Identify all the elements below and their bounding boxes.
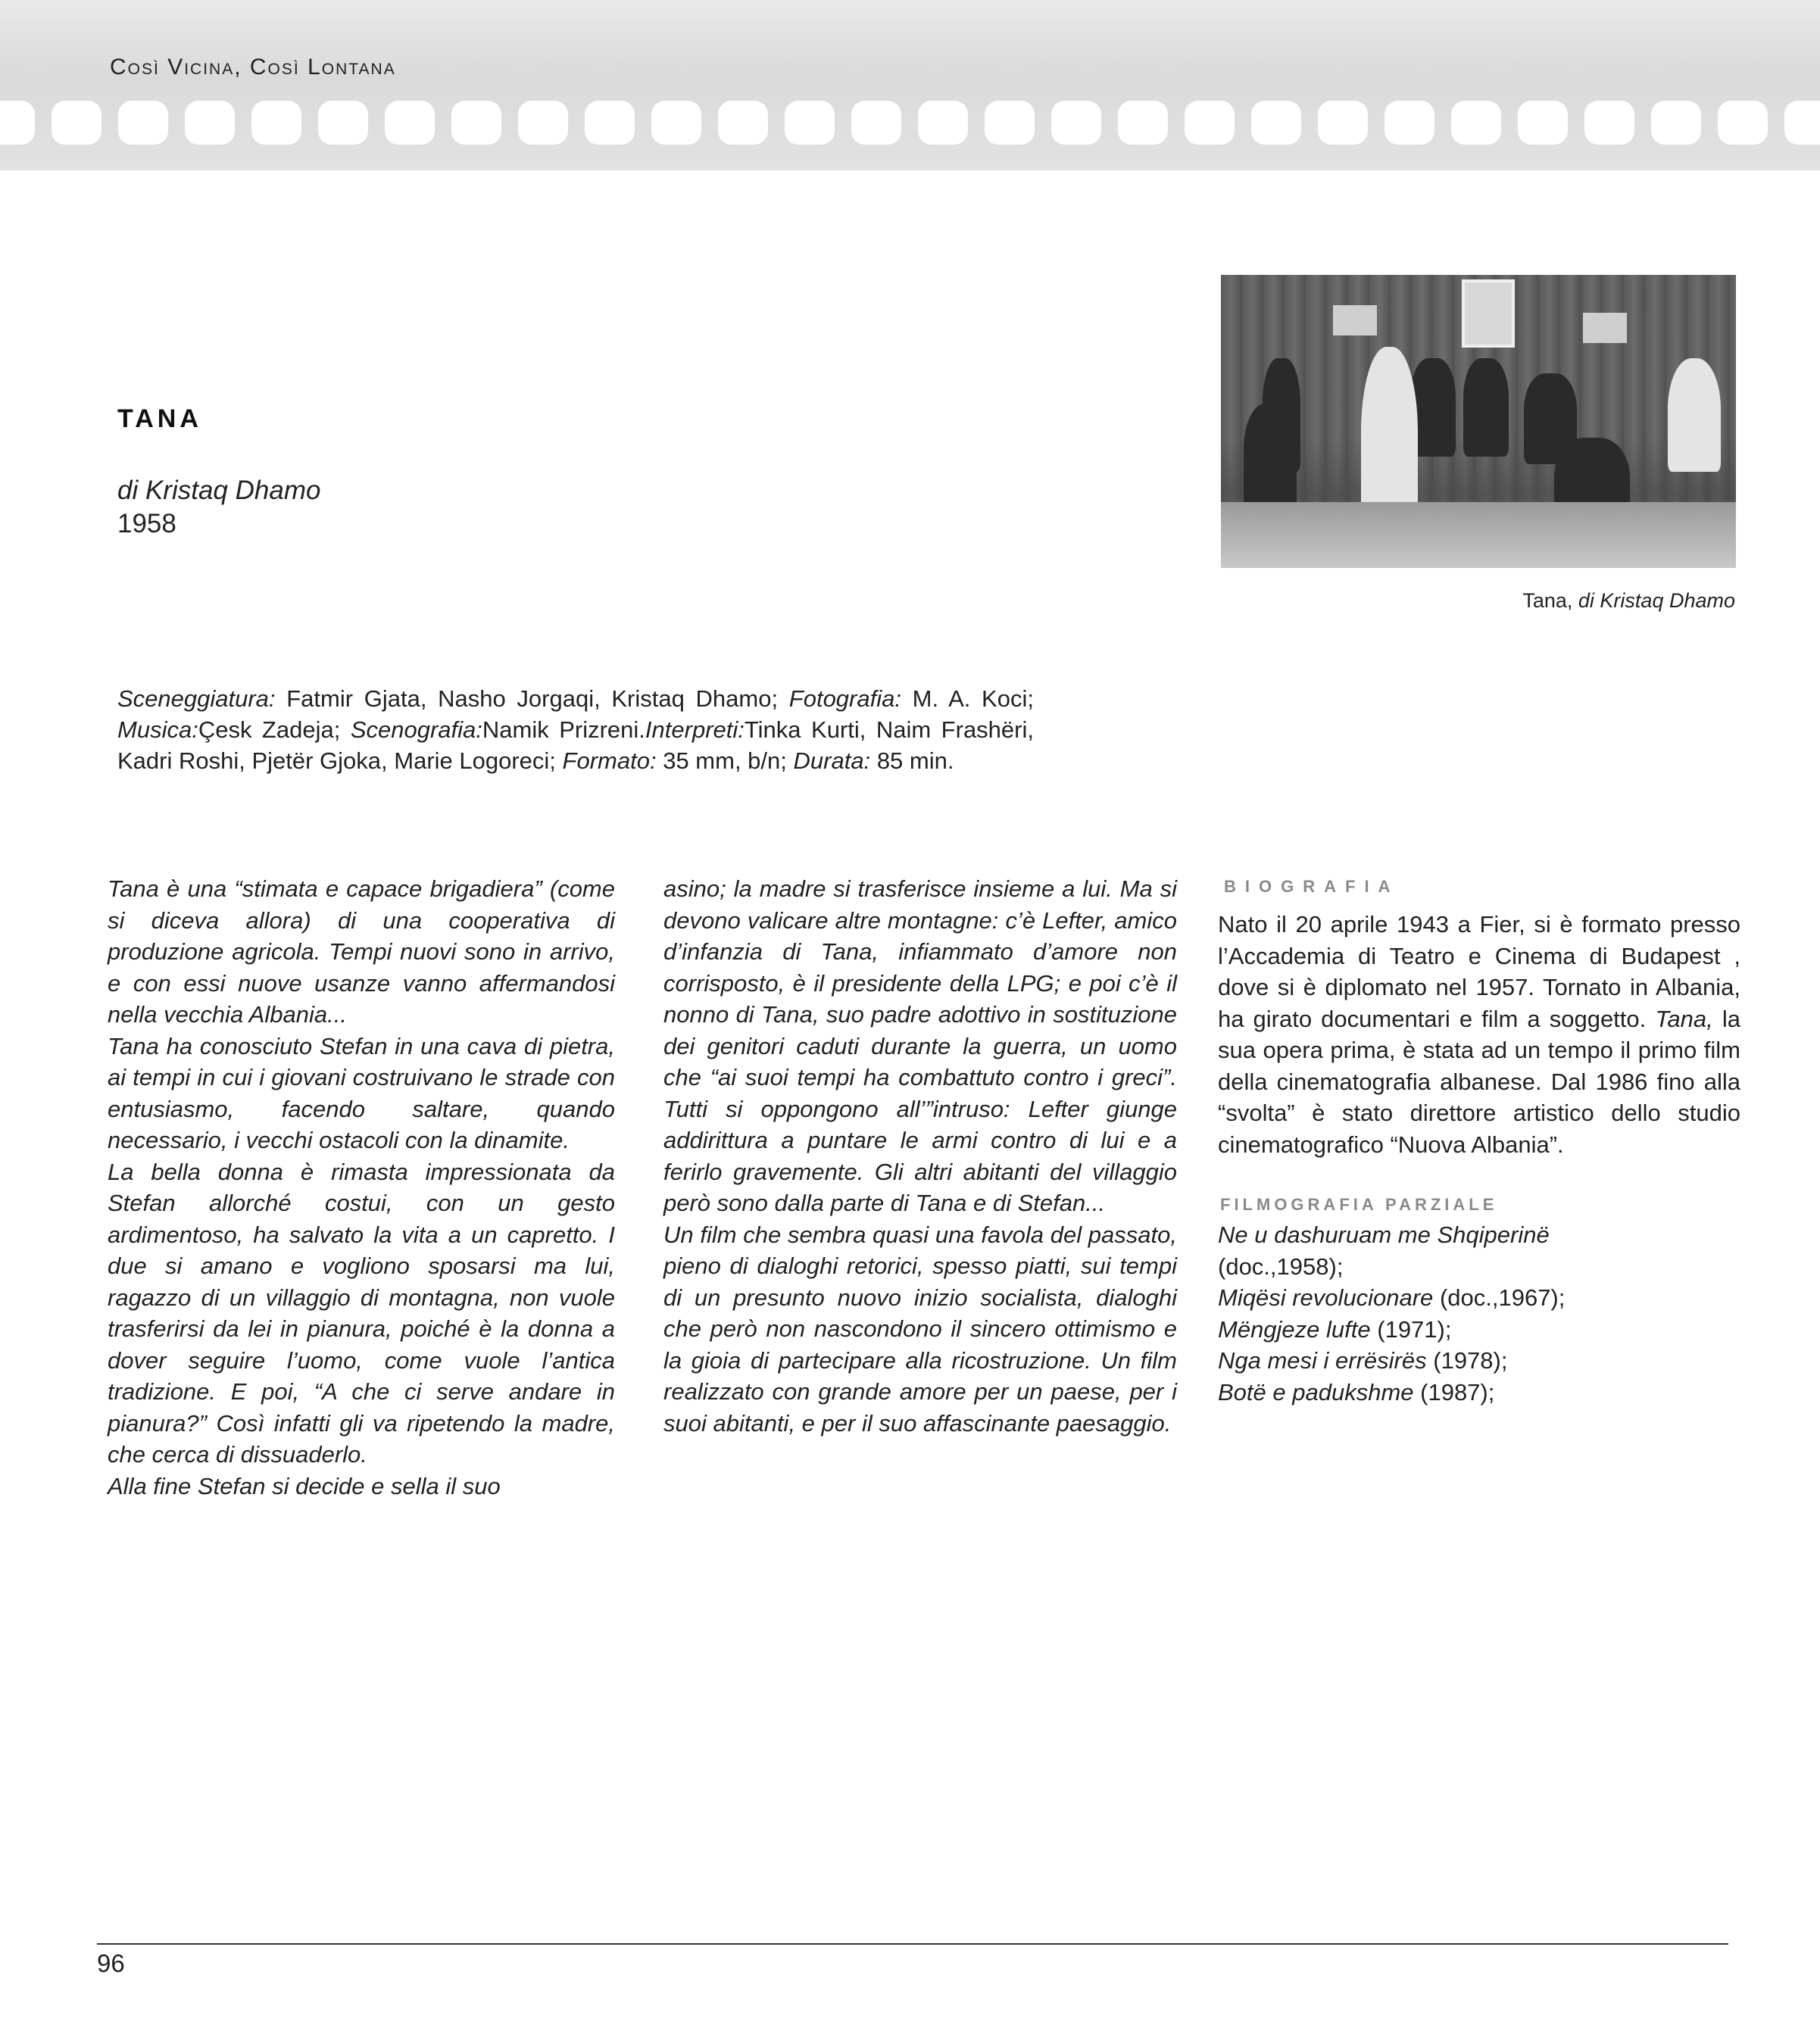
filmografia-note: (1987); (1420, 1378, 1495, 1406)
footer-rule (97, 1943, 1728, 1945)
biografia-text-part: la sua opera prima, è stata ad un tempo il primo film della cinematografia albanese. Dal 1986 fino alla “svolta” è stato direttore artistico dello studio cinematografico “Nuova Albania”. (1218, 1005, 1740, 1158)
film-year: 1958 (117, 509, 176, 538)
photo-wall-portrait (1462, 279, 1515, 348)
synopsis-paragraph-start: Alla fine Stefan si decide e sella il suo (108, 1472, 501, 1499)
credit-value: Namik Prizreni. (482, 716, 645, 743)
credit-value: Fatmir Gjata, Nasho Jorgaqi, Kristaq Dhamo; (286, 685, 779, 712)
photo-wall-sign (1583, 313, 1627, 343)
credit-label: Interpreti: (645, 716, 745, 743)
film-title: TANA (117, 404, 202, 433)
credit-value: Tinka Kurti, Naim Frashëri, Kadri Roshi, Pjetër Gjoka, Marie Logoreci; (117, 716, 1034, 774)
film-strip-header (0, 0, 1820, 170)
running-title (110, 55, 396, 80)
filmografia-title: Mëngjeze lufte (1218, 1315, 1371, 1343)
credit-label: Musica: (117, 716, 198, 743)
filmografia-heading: FILMOGRAFIA PARZIALE (1220, 1195, 1498, 1214)
film-director: di Kristaq Dhamo (117, 476, 321, 505)
credit-label: Durata: (793, 747, 871, 774)
credit-label: Sceneggiatura: (117, 685, 276, 712)
running-title-word: Così (249, 55, 300, 80)
photo-figure-light (1668, 358, 1721, 472)
synopsis-paragraph: Un film che sembra quasi una favola del passato, pieno di dialoghi retorici, spesso piatti, sui tempi di un presunto nuovo inizio socialista, dialoghi che però non nascondono il sincero ottimismo e la gioia di partecipare alla ricostruzione. Un film realizzato con grande amore per un paese, per i suoi abitanti, e per il suo affascinante paesaggio. (663, 1221, 1177, 1437)
sidebar-column (1218, 877, 1740, 1408)
photo-stage (1221, 502, 1736, 568)
synopsis-paragraph: Tana ha conosciuto Stefan in una cava di pietra, ai tempi in cui i giovani costruivano le strade con entusiasmo, facendo saltare, quando necessario, i vecchi ostacoli con la dinamite. (108, 1032, 615, 1153)
filmografia-title: Ne u dashuruam me Shqiperinë (1218, 1221, 1550, 1248)
photo-caption (1522, 589, 1735, 613)
filmografia-item (1218, 1219, 1740, 1282)
filmografia-item (1218, 1345, 1740, 1377)
running-title-word: Lontana (307, 55, 396, 80)
credit-value: 85 min. (876, 747, 954, 774)
page-number: 96 (97, 1949, 125, 1977)
filmografia-item (1218, 1377, 1740, 1409)
filmografia-note: (doc.,1958); (1218, 1253, 1344, 1280)
photo-figure (1463, 358, 1509, 457)
synopsis-column-1 (108, 873, 615, 1502)
running-title-word: Così (110, 55, 160, 80)
filmografia-item (1218, 1282, 1740, 1314)
biografia-heading: BIOGRAFIA (1224, 877, 1400, 896)
filmografia-title: Miqësi revolucionare (1218, 1284, 1434, 1311)
biografia-film-title: Tana, (1655, 1005, 1713, 1032)
credits-block (117, 683, 1034, 776)
credit-value: Çesk Zadeja; (198, 716, 341, 743)
filmografia-title: Botë e padukshme (1218, 1378, 1414, 1406)
credit-label: Formato: (562, 747, 657, 774)
synopsis-paragraph: Tana è una “stimata e capace brigadiera” (come si diceva allora) di una cooperativa di produzione agricola. Tempi nuovi sono in arrivo, e con essi nuove usanze vanno affermandosi nella vecchia Albania... (108, 875, 615, 1028)
filmografia-note: (doc.,1967); (1439, 1284, 1566, 1311)
credit-value: M. A. Koci; (912, 685, 1034, 712)
running-title-word: Vicina, (167, 55, 242, 80)
caption-author: di Kristaq Dhamo (1578, 589, 1735, 612)
synopsis-paragraph: La bella donna è rimasta impressionata da Stefan allorché costui, con un gesto ardimentoso, ha salvato la vita a un capretto. I due si amano e vogliono sposarsi ma lui, ragazzo di un villaggio di montagna, non vuole trasferirsi da lei in pianura, poiché è la donna a dover seguire l’uomo, come vuole l’antica tradizione. E poi, “A che ci serve andare in pianura?” Così infatti gli va ripetendo la madre, che cerca di dissuaderlo. (108, 1158, 615, 1468)
film-perforations (0, 101, 1820, 145)
photo-wall-sign (1333, 305, 1377, 335)
filmografia-item (1218, 1314, 1740, 1346)
caption-title: Tana, (1522, 589, 1573, 612)
filmografia-note: (1971); (1377, 1315, 1452, 1343)
credit-label: Fotografia: (788, 685, 901, 712)
film-still-photo (1221, 275, 1736, 568)
synopsis-column-2 (663, 873, 1177, 1439)
biografia-text (1218, 909, 1740, 1160)
synopsis-paragraph-cont: asino; la madre si trasferisce insieme a lui. Ma si devono valicare altre montagne: c’è Lefter, amico d’infanzia di Tana, infiammato d’amore non corrisposto, è il presidente della LPG; e poi c’è il nonno di Tana, suo padre adottivo in sostituzione dei genitori caduti durante la guerra, un uomo che “ai suoi tempi ha combattuto contro i greci”. Tutti si oppongono all’”intruso: Lefter giunge addirittura a puntare le armi contro di lui e a ferirlo gravemente. Gli altri abitanti del villaggio però sono dalla parte di Tana e di Stefan... (663, 875, 1177, 1216)
credit-value: 35 mm, b/n; (663, 747, 787, 774)
photo-figure (1244, 404, 1297, 517)
filmografia-note: (1978); (1433, 1347, 1508, 1374)
biografia-text-part: Nato il 20 aprile 1943 a Fier, si è formato presso l’Accademia di Teatro e Cinema di Budapest , dove si è diplomato nel 1957. Tornato in Albania, ha girato documentari e film a soggetto. (1218, 911, 1740, 1032)
credit-label: Scenografia: (350, 716, 482, 743)
filmografia-title: Nga mesi i errësirës (1218, 1347, 1427, 1374)
